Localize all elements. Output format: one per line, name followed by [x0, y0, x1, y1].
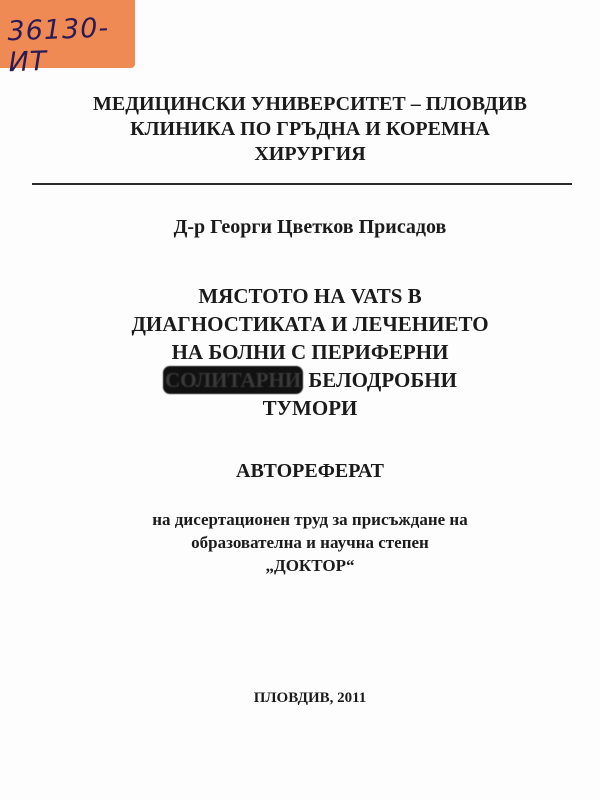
purpose-statement	[40, 508, 580, 577]
author-name: Д-р Георги Цветков Присадов	[173, 216, 447, 238]
title-line-5: ТУМОРИ	[262, 396, 358, 420]
purpose-line-1: на дисертационен труд за присъждане на	[152, 510, 468, 529]
institution-line-2: КЛИНИКА ПО ГРЪДНА И КОРЕМНА	[130, 118, 490, 140]
institution-heading	[40, 92, 580, 167]
title-line-3: НА БОЛНИ С ПЕРИФЕРНИ	[171, 340, 449, 364]
redacted-word: СОЛИТАРНИ	[165, 368, 302, 392]
title-line-2: ДИАГНОСТИКАТА И ЛЕЧЕНИЕТО	[131, 312, 489, 336]
place-and-year: ПЛОВДИВ, 2011	[253, 690, 367, 706]
institution-line-1: МЕДИЦИНСКИ УНИВЕРСИТЕТ – ПЛОВДИВ	[93, 93, 527, 115]
title-line-1: МЯСТОТО НА VATS В	[198, 284, 422, 308]
purpose-line-2: образователна и научна степен	[191, 533, 429, 552]
purpose-line-3: „ДОКТОР“	[265, 556, 355, 575]
institution-line-3: ХИРУРГИЯ	[254, 143, 366, 165]
title-line-4-rest: БЕЛОДРОБНИ	[303, 368, 457, 392]
dissertation-title	[40, 282, 580, 422]
header-divider	[32, 183, 572, 185]
archive-stamp-code: 36130-ИТ	[6, 12, 110, 79]
title-line-4	[40, 366, 580, 394]
document-type: АВТОРЕФЕРАТ	[236, 460, 384, 482]
archive-stamp	[0, 0, 135, 79]
